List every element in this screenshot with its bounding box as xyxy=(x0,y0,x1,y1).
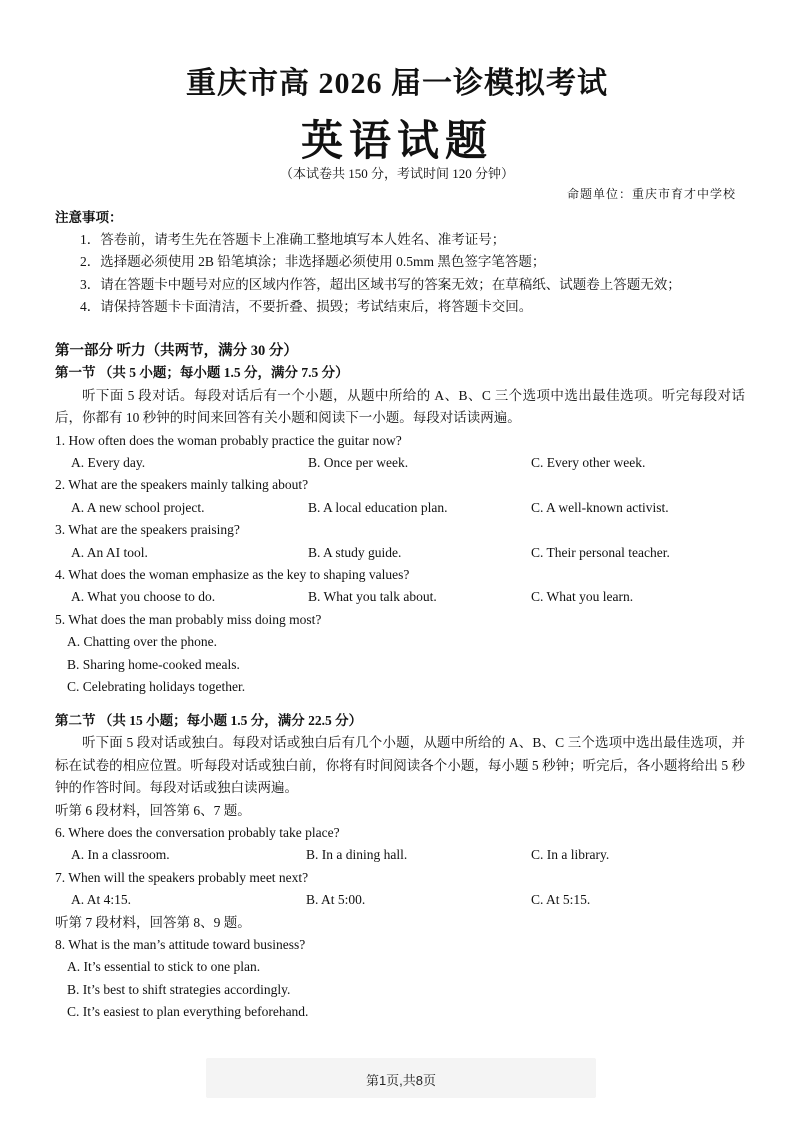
issuing-unit: 命题单位：重庆市育才中学校 xyxy=(566,187,736,201)
options-3 xyxy=(55,542,745,564)
option-b: B. Sharing home-cooked meals. xyxy=(67,656,240,672)
exam-title: 重庆市高 2026 届一诊模拟考试 xyxy=(186,67,608,100)
option-b: B. What you talk about. xyxy=(308,589,437,605)
option-b: B. It’s best to shift strategies accordingly. xyxy=(67,981,291,997)
section2-instructions: 听下面 5 段对话或独白。每段对话或独白后有几个小题，从题中所给的 A、B、C 三个选项中选出最佳选项，并标在试卷的相应位置。听每段对话或独白前，你将有时间阅读各个小题，每小题 5 秒钟；听完后，各小题将给出 5 秒钟的作答时间。每段对话或独白读两遍。 xyxy=(55,735,745,796)
options-7 xyxy=(55,889,745,911)
question-3: 3. What are the speakers praising? xyxy=(55,522,240,538)
material-6-note: 听第 6 段材料，回答第 6、7 题。 xyxy=(55,802,251,818)
question-7: 7. When will the speakers probably meet next? xyxy=(55,869,309,885)
notice-item: 3．请在答题卡中题号对应的区域内作答，超出区域书写的答案无效；在草稿纸、试题卷上答题无效； xyxy=(80,276,681,292)
question-6: 6. Where does the conversation probably take place? xyxy=(55,825,340,841)
option-c: C. A well-known activist. xyxy=(531,499,669,515)
option-c: C. Celebrating holidays together. xyxy=(67,679,246,695)
option-c: C. At 5:15. xyxy=(531,892,591,908)
notice-list xyxy=(80,229,740,319)
question-2: 2. What are the speakers mainly talking about? xyxy=(55,477,309,493)
option-c: C. What you learn. xyxy=(531,589,634,605)
question-8: 8. What is the man’s attitude toward business? xyxy=(55,937,306,953)
part1-heading: 第一部分 听力（共两节，满分 30 分） xyxy=(55,343,298,359)
material-7-note: 听第 7 段材料，回答第 8、9 题。 xyxy=(55,914,251,930)
part1-section2 xyxy=(55,710,745,1024)
option-b: B. At 5:00. xyxy=(306,892,366,908)
option-c: C. In a library. xyxy=(531,847,610,863)
option-c: C. Every other week. xyxy=(531,455,646,471)
section1-instructions: 听下面 5 段对话。每段对话后有一个小题，从题中所给的 A、B、C 三个选项中选出最佳选项。听完每段对话后，你都有 10 秒钟的时间来回答有关小题和阅读下一小题。每段对话读两遍。 xyxy=(55,387,745,426)
options-4 xyxy=(55,586,745,608)
notice-heading: 注意事项： xyxy=(55,210,123,225)
question-5: 5. What does the man probably miss doing most? xyxy=(55,611,322,627)
option-b: B. Once per week. xyxy=(308,455,409,471)
options-6 xyxy=(55,844,745,866)
options-2 xyxy=(55,497,745,519)
part1-section1 xyxy=(55,340,745,698)
option-a: A. At 4:15. xyxy=(71,892,132,908)
exam-info: （本试卷共 150 分，考试时间 120 分钟） xyxy=(279,166,514,181)
option-b: B. A local education plan. xyxy=(308,499,448,515)
section2-heading: 第二节 （共 15 小题；每小题 1.5 分，满分 22.5 分） xyxy=(55,713,363,728)
option-a: A. Chatting over the phone. xyxy=(67,634,217,650)
option-a: A. An AI tool. xyxy=(71,544,148,560)
option-b: B. In a dining hall. xyxy=(306,847,408,863)
option-b: B. A study guide. xyxy=(308,544,402,560)
option-c: C. It’s easiest to plan everything beforehand. xyxy=(67,1004,309,1020)
notice-item: 1．答卷前，请考生先在答题卡上准确工整地填写本人姓名、准考证号； xyxy=(80,232,506,247)
question-4: 4. What does the woman emphasize as the key to shaping values? xyxy=(55,567,410,583)
option-a: A. What you choose to do. xyxy=(71,589,216,605)
section1-heading: 第一节 （共 5 小题；每小题 1.5 分，满分 7.5 分） xyxy=(55,365,349,381)
page-number: 第1页,共8页 xyxy=(365,1073,437,1088)
option-a: A. It’s essential to stick to one plan. xyxy=(67,959,261,975)
option-a: A. In a classroom. xyxy=(71,847,170,863)
subject-title: 英语试题 xyxy=(300,119,493,165)
option-c: C. Their personal teacher. xyxy=(531,544,670,560)
page-footer xyxy=(206,1058,596,1098)
option-a: A. A new school project. xyxy=(71,499,205,515)
notice-item: 4．请保持答题卡卡面清洁，不要折叠、损毁；考试结束后，将答题卡交回。 xyxy=(80,299,533,315)
notice-item: 2．选择题必须使用 2B 铅笔填涂；非选择题必须使用 0.5mm 黑色签字笔答题； xyxy=(80,254,546,270)
option-a: A. Every day. xyxy=(71,455,146,471)
question-1: 1. How often does the woman probably practice the guitar now? xyxy=(55,432,402,448)
options-1 xyxy=(55,452,745,474)
